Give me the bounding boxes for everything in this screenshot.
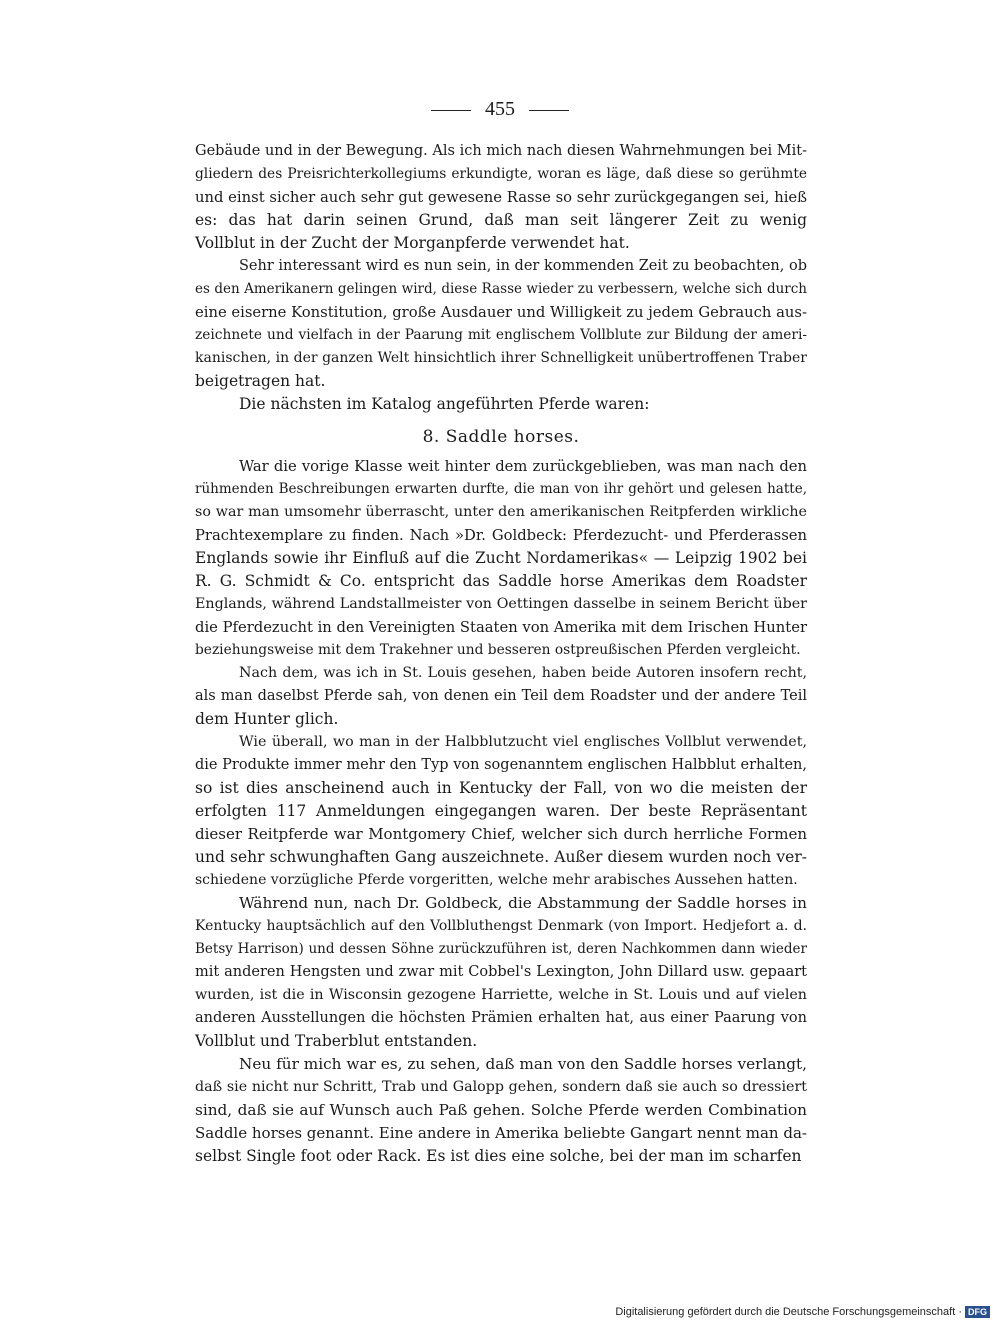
text-line: kanischen, in der ganzen Welt hinsichtlich ihrer Schnelligkeit unübertroffenen Traber: [195, 350, 807, 366]
footer-credit-text: Digitalisierung gefördert durch die Deutsche Forschungsgemeinschaft ·: [615, 1305, 962, 1318]
paragraph: [195, 455, 807, 662]
text-line: Neu für mich war es, zu sehen, daß man von den Saddle horses verlangt,: [239, 1055, 807, 1073]
text-line: Vollblut in der Zucht der Morganpferde verwendet hat.: [195, 234, 630, 252]
text-line: Wie überall, wo man in der Halbblutzucht viel englisches Vollblut verwendet,: [239, 734, 807, 750]
text-line: gliedern des Preisrichterkollegiums erkundigte, woran es läge, daß diese so gerühmte: [195, 166, 807, 182]
header-rule-right: [529, 110, 569, 111]
paragraph: [195, 255, 807, 393]
text-line: eine eiserne Konstitution, große Ausdauer und Willigkeit zu jedem Gebrauch aus-: [195, 304, 807, 321]
text-line: Prachtexemplare zu finden. Nach »Dr. Goldbeck: Pferdezucht- und Pferderassen: [195, 527, 807, 544]
text-line: sind, daß sie auf Wunsch auch Paß gehen. Solche Pferde werden Combination: [195, 1101, 807, 1119]
text-line: selbst Single foot oder Rack. Es ist dies eine solche, bei der man im scharfen: [195, 1147, 802, 1165]
text-line: R. G. Schmidt & Co. entspricht das Saddle horse Amerikas dem Roadster: [195, 572, 807, 590]
dfg-logo: DFG: [965, 1306, 990, 1318]
section-body-text: [195, 455, 807, 1168]
text-line: es: das hat darin seinen Grund, daß man seit längerer Zeit zu wenig: [195, 211, 807, 229]
text-line: als man daselbst Pferde sah, von denen ein Teil dem Roadster und der andere Teil: [195, 688, 807, 704]
digitization-footer: [615, 1306, 990, 1318]
text-line: Englands, während Landstallmeister von Oettingen dasselbe in seinem Bericht über: [195, 596, 807, 612]
paragraph: [195, 393, 807, 416]
text-line: anderen Ausstellungen die höchsten Prämien erhalten hat, aus einer Paarung von: [195, 1010, 807, 1026]
page-body: [195, 140, 807, 1168]
text-line: Die nächsten im Katalog angeführten Pferde waren:: [239, 395, 650, 413]
text-line: Vollblut und Traberblut entstanden.: [195, 1032, 478, 1050]
text-line: die Produkte immer mehr den Typ von sogenanntem englischen Halbblut erhalten,: [195, 757, 807, 773]
page-number: 455: [485, 98, 515, 120]
text-line: Kentucky hauptsächlich auf den Vollbluthengst Denmark (von Import. Hedjefort a. d.: [195, 918, 807, 934]
text-line: zeichnete und vielfach in der Paarung mit englischem Vollblute zur Bildung der ameri-: [195, 327, 807, 343]
text-line: die Pferdezucht in den Vereinigten Staaten von Amerika mit dem Irischen Hunter: [195, 619, 807, 636]
paragraph: [195, 892, 807, 1053]
text-line: daß sie nicht nur Schritt, Trab und Galopp gehen, sondern daß sie auch so dressiert: [195, 1079, 807, 1095]
text-line: und sehr schwunghaften Gang auszeichnete. Außer diesem wurden noch ver-: [195, 848, 807, 866]
text-line: dem Hunter glich.: [195, 710, 339, 728]
text-line: und einst sicher auch sehr gut gewesene Rasse so sehr zurückgegangen sei, hieß: [195, 189, 807, 206]
text-line: so ist dies anscheinend auch in Kentucky der Fall, von wo die meisten der: [195, 779, 807, 797]
page-header: [0, 98, 1000, 121]
text-line: Saddle horses genannt. Eine andere in Amerika beliebte Gangart nennt man da-: [195, 1124, 807, 1142]
header-rule-left: [431, 110, 471, 111]
text-line: Gebäude und in der Bewegung. Als ich mich nach diesen Wahrnehmungen bei Mit-: [195, 143, 807, 159]
text-line: Englands sowie ihr Einfluß auf die Zucht Nordamerikas« — Leipzig 1902 bei: [195, 549, 807, 567]
text-line: beigetragen hat.: [195, 372, 326, 390]
text-line: Nach dem, was ich in St. Louis gesehen, haben beide Autoren insofern recht,: [239, 665, 807, 681]
text-line: erfolgten 117 Anmeldungen eingegangen waren. Der beste Repräsentant: [195, 802, 807, 820]
text-line: mit anderen Hengsten und zwar mit Cobbel's Lexington, John Dillard usw. gepaart: [195, 964, 807, 980]
text-line: War die vorige Klasse weit hinter dem zurückgeblieben, was man nach den: [239, 458, 807, 475]
paragraph: [195, 1053, 807, 1168]
text-line: rühmenden Beschreibungen erwarten durfte, die man von ihr gehört und gelesen hatte,: [195, 481, 807, 497]
paragraph: [195, 140, 807, 255]
text-line: wurden, ist die in Wisconsin gezogene Harriette, welche in St. Louis und auf vielen: [195, 987, 807, 1003]
text-line: Während nun, nach Dr. Goldbeck, die Abstammung der Saddle horses in: [239, 894, 807, 912]
text-line: beziehungsweise mit dem Trakehner und besseren ostpreußischen Pferden vergleicht.: [195, 642, 801, 658]
pre-section-text: [195, 140, 807, 416]
text-line: so war man umsomehr überrascht, unter den amerikanischen Reitpferden wirkliche: [195, 504, 807, 520]
text-line: es den Amerikanern gelingen wird, diese Rasse wieder zu verbessern, welche sich durch: [195, 281, 807, 297]
text-line: dieser Reitpferde war Montgomery Chief, welcher sich durch herrliche Formen: [195, 825, 807, 843]
section-heading: 8. Saddle horses.: [422, 427, 580, 447]
text-line: schiedene vorzügliche Pferde vorgeritten, welche mehr arabisches Aussehen hatten.: [195, 872, 798, 888]
paragraph: [195, 662, 807, 731]
paragraph: [195, 731, 807, 892]
text-line: Betsy Harrison) und dessen Söhne zurückzuführen ist, deren Nachkommen dann wieder: [195, 941, 807, 957]
text-line: Sehr interessant wird es nun sein, in der kommenden Zeit zu beobachten, ob: [239, 258, 807, 274]
